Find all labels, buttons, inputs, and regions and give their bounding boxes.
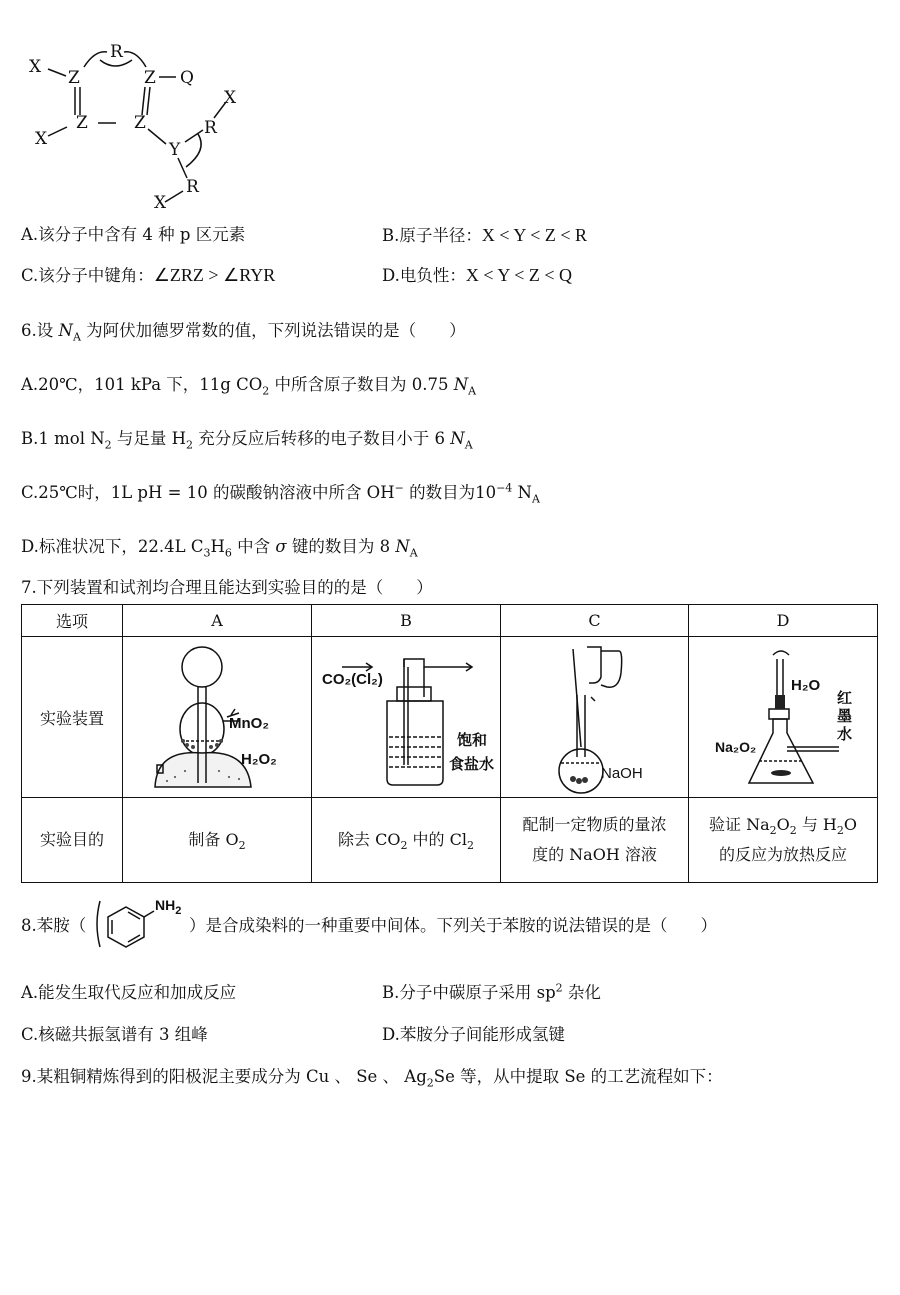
label-naoh: NaOH <box>601 765 643 782</box>
q8-stem-end: ）是合成染料的一种重要中间体。下列关于苯胺的说法错误的是（ ） <box>189 916 717 935</box>
experiment-table <box>21 604 878 883</box>
atom-x1: X <box>29 57 42 77</box>
label-h2o2: H₂O₂ <box>241 751 277 768</box>
apparatus-d <box>689 637 878 798</box>
volumetric-flask-drawing <box>501 637 689 797</box>
atom-x2: X <box>224 88 237 108</box>
purpose-row <box>22 798 878 883</box>
q6-stem: 6.设 $N_A$ 为阿伏加德罗常数的值，下列说法错误的是（ ） <box>21 321 466 344</box>
atom-z2: Z <box>144 68 156 88</box>
q6-option-d: D.标准状况下，22.4L $C_3H_6$ 中含 σ 键的数目为 8 $N_A$ <box>21 537 418 560</box>
q8-option-d: D.苯胺分子间能形成氢键 <box>382 1025 565 1044</box>
table-header-row <box>22 605 878 637</box>
purpose-a: 制备 $O_2$ <box>123 798 312 883</box>
header-cell: 选项 <box>22 605 123 637</box>
q6-option-a: A.20℃，101 kPa 下，11g $CO_2$ 中所含原子数目为 0.75 $N_A$ <box>21 375 477 398</box>
atom-x4: X <box>154 193 167 213</box>
aniline-nh2: $NH_2$ <box>155 897 182 917</box>
aniline-structure <box>92 893 192 955</box>
q8-stem-start: 8.苯胺（ <box>21 916 87 935</box>
header-cell: C <box>501 605 689 637</box>
apparatus-row <box>22 637 878 798</box>
q8-option-c: C.核磁共振氢谱有 3 组峰 <box>21 1025 208 1044</box>
q6-option-b: B.1 mol $N_2$ 与足量 $H_2$ 充分反应后转移的电子数目小于 6 $N_A$ <box>21 429 473 452</box>
label-mno2: MnO₂ <box>229 715 269 732</box>
label-h2o: H₂O <box>791 677 821 694</box>
purpose-d: 验证 $Na_2O_2$ 与 $H_2O$ 的反应为放热反应 <box>689 798 878 883</box>
label-gas-in: CO₂(Cl₂) <box>322 671 383 688</box>
label-saturated: 饱和 <box>457 731 488 749</box>
purpose-b: 除去 $CO_2$ 中的 $Cl_2$ <box>312 798 501 883</box>
atom-r3: R <box>186 177 199 197</box>
atom-q: Q <box>180 68 194 88</box>
atom-z1: Z <box>68 68 80 88</box>
q5-option-c: C.该分子中键角：∠ZRZ > ∠RYR <box>21 265 276 285</box>
header-cell: A <box>123 605 312 637</box>
label-brine: 食盐水 <box>449 755 495 773</box>
q5-option-d: D.电负性：X < Y < Z < Q <box>382 265 573 285</box>
atom-y: Y <box>169 140 181 160</box>
molecule-structure <box>20 30 280 220</box>
label-red-ink-1: 红 <box>837 689 853 707</box>
header-cell: B <box>312 605 501 637</box>
header-cell: D <box>689 605 878 637</box>
label-red-ink-2: 墨 <box>837 707 853 725</box>
atom-x3: X <box>35 129 48 149</box>
atom-z3: Z <box>76 113 88 133</box>
apparatus-b <box>312 637 501 798</box>
label-na2o2: Na₂O₂ <box>715 739 757 755</box>
kipp-apparatus-drawing <box>123 637 312 797</box>
label-red-ink-3: 水 <box>837 725 853 743</box>
atom-r1: R <box>110 42 123 62</box>
purpose-c: 配制一定物质的量浓 度的 NaOH 溶液 <box>501 798 689 883</box>
q5-option-b: B.原子半径：X < Y < Z < R <box>382 225 587 245</box>
q6-option-c: C.25℃时，1L pH = 10 的碳酸钠溶液中所含 OH− 的数目为$10^{-4}$ $N_A$ <box>21 481 540 506</box>
apparatus-c <box>501 637 689 798</box>
q7-stem: 7.下列装置和试剂均合理且能达到实验目的的是（ ） <box>21 578 433 597</box>
q9-stem: 9.某粗铜精炼得到的阳极泥主要成分为 Cu 、 Se 、 $Ag_2Se$ 等，从中提取 Se 的工艺流程如下： <box>21 1067 723 1090</box>
q8-option-b: B.分子中碳原子采用 $sp^2$ 杂化 <box>382 981 601 1002</box>
atom-r2: R <box>204 118 217 138</box>
molecule-skeleton <box>20 30 280 220</box>
q8-option-a: A.能发生取代反应和加成反应 <box>21 983 237 1002</box>
row-label-apparatus: 实验装置 <box>22 637 123 798</box>
q5-option-a: A.该分子中含有 4 种 p 区元素 <box>21 225 246 244</box>
row-label-purpose: 实验目的 <box>22 798 123 883</box>
apparatus-a <box>123 637 312 798</box>
atom-z4: Z <box>134 113 146 133</box>
